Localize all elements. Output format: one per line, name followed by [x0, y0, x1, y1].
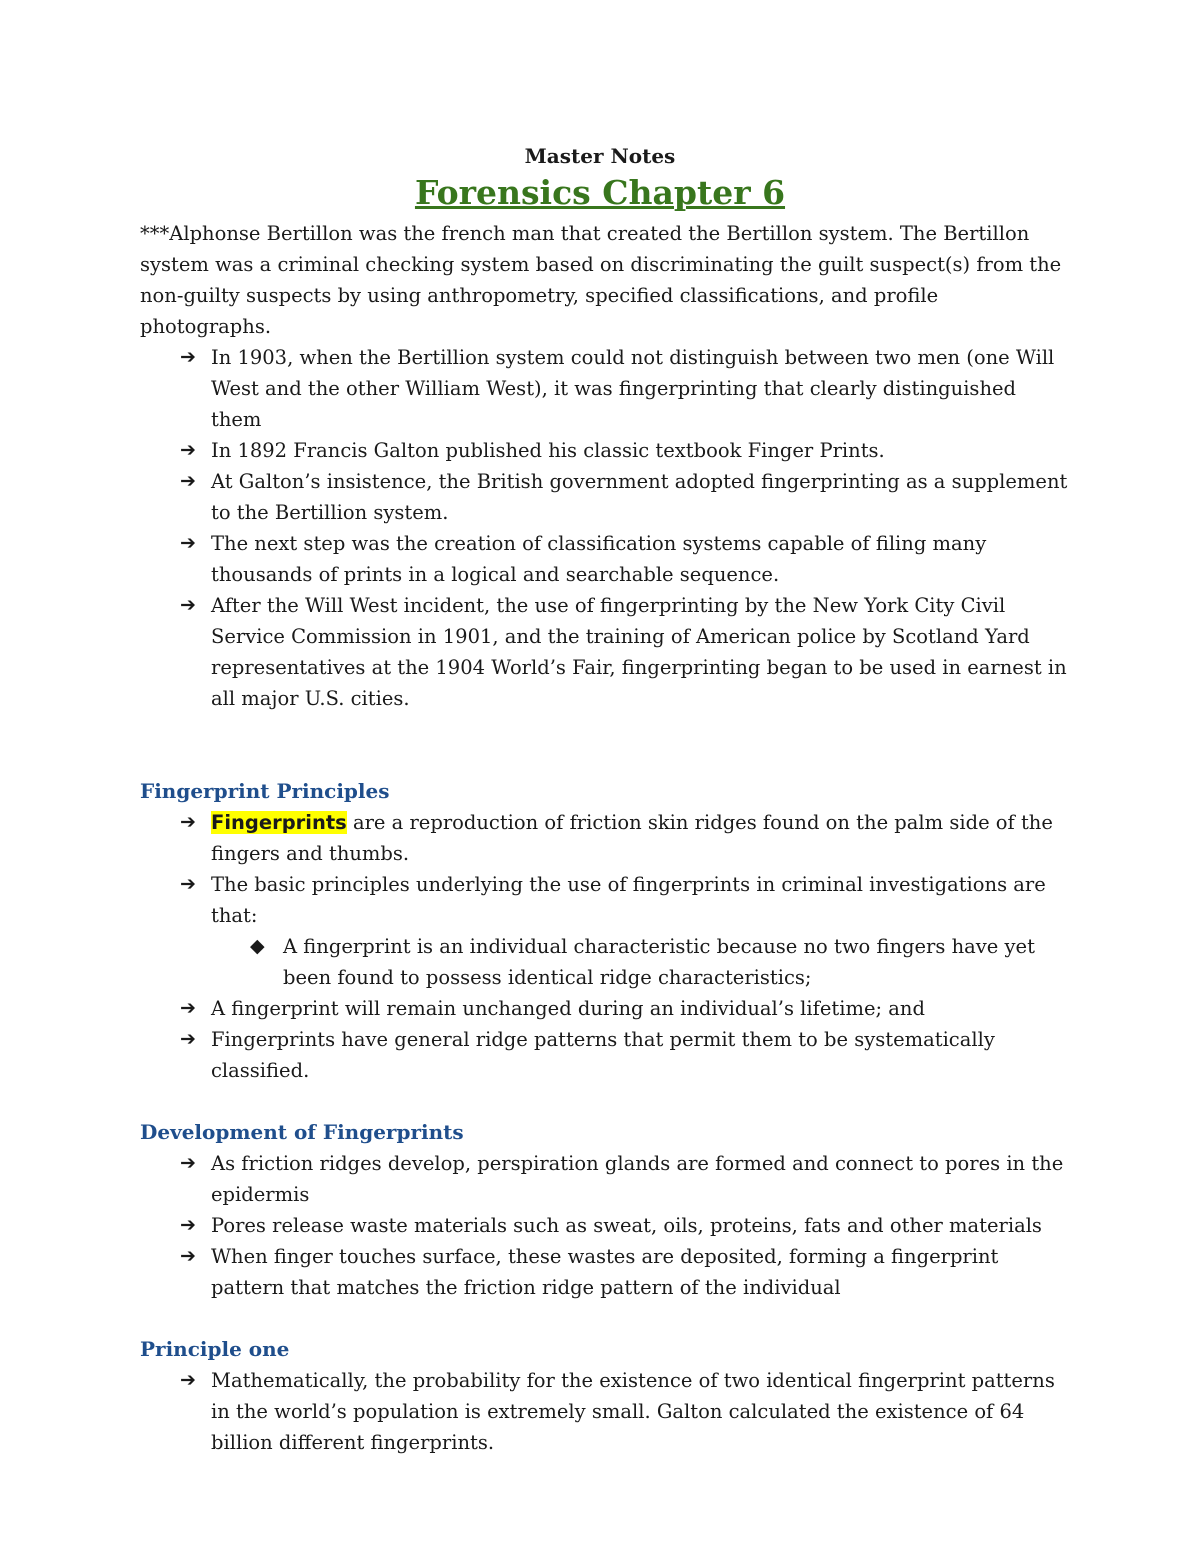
document-body	[140, 218, 1070, 1458]
arrow-bullet-icon: ➔	[180, 1245, 196, 1267]
list-item	[140, 807, 1070, 869]
arrow-bullet-icon: ➔	[180, 997, 196, 1019]
section-heading-principle-one: Principle one	[140, 1337, 290, 1361]
principles-bullet-list	[140, 807, 1070, 1086]
arrow-bullet-icon: ➔	[180, 346, 196, 368]
list-item	[140, 1210, 1070, 1241]
document-subtitle: Master Notes	[524, 144, 676, 168]
spacer	[140, 1086, 1070, 1117]
list-item	[140, 869, 1070, 993]
highlighted-term: Fingerprints	[211, 811, 347, 834]
arrow-bullet-icon: ➔	[180, 470, 196, 492]
spacer	[140, 1303, 1070, 1334]
list-item-text: In 1892 Francis Galton published his classic textbook Finger Prints.	[211, 439, 885, 462]
arrow-bullet-icon: ➔	[180, 1152, 196, 1174]
section-heading-fingerprint-principles: Fingerprint Principles	[140, 779, 390, 803]
arrow-bullet-icon: ➔	[180, 594, 196, 616]
list-item	[140, 590, 1070, 714]
list-item-text: In 1903, when the Bertillion system could not distinguish between two men (one Will West and the other William West), it was fingerprinting that clearly distinguished them	[211, 346, 1055, 431]
list-item	[140, 1148, 1070, 1210]
list-item-text: Fingerprints have general ridge patterns that permit them to be systematically classified.	[211, 1028, 995, 1082]
sub-list-item	[140, 931, 1070, 993]
principles-sub-list	[140, 931, 1070, 993]
list-item-text: After the Will West incident, the use of fingerprinting by the New York City Civil Service Commission in 1901, and the training of American police by Scotland Yard representatives at the 1904 World’s Fair, fingerprinting began to be used in earnest in all major U.S. cities.	[211, 594, 1067, 710]
arrow-bullet-icon: ➔	[180, 873, 196, 895]
arrow-bullet-icon: ➔	[180, 439, 196, 461]
diamond-bullet-icon: ◆	[250, 935, 265, 957]
development-bullet-list	[140, 1148, 1070, 1303]
spacer	[140, 714, 1070, 776]
arrow-bullet-icon: ➔	[180, 1028, 196, 1050]
intro-bullet-list	[140, 342, 1070, 714]
list-item-text: A fingerprint will remain unchanged during an individual’s lifetime; and	[211, 997, 925, 1020]
list-item-text: As friction ridges develop, perspiration glands are formed and connect to pores in the epidermis	[211, 1152, 1064, 1206]
arrow-bullet-icon: ➔	[180, 1214, 196, 1236]
arrow-bullet-icon: ➔	[180, 811, 196, 833]
list-item-text: are a reproduction of friction skin ridges found on the palm side of the fingers and thumbs.	[211, 811, 1053, 865]
sub-list-item-text: A fingerprint is an individual characteristic because no two fingers have yet been found to possess identical ridge characteristics;	[283, 935, 1035, 989]
list-item	[140, 1024, 1070, 1086]
list-item-text: The basic principles underlying the use of fingerprints in criminal investigations are that:	[211, 873, 1046, 927]
list-item	[140, 1241, 1070, 1303]
intro-paragraph: ***Alphonse Bertillon was the french man that created the Bertillon system. The Bertillon system was a criminal checking system based on discriminating the guilt suspect(s) from the non-guilty suspects by using anthropometry, specified classifications, and profile photographs.	[140, 222, 1062, 338]
list-item	[140, 993, 1070, 1024]
arrow-bullet-icon: ➔	[180, 1369, 196, 1391]
list-item-text: Pores release waste materials such as sweat, oils, proteins, fats and other materials	[211, 1214, 1042, 1237]
list-item-text: When finger touches surface, these wastes are deposited, forming a fingerprint pattern that matches the friction ridge pattern of the individual	[211, 1245, 999, 1299]
list-item	[140, 466, 1070, 528]
list-item-text: The next step was the creation of classification systems capable of filing many thousands of prints in a logical and searchable sequence.	[211, 532, 987, 586]
list-item	[140, 435, 1070, 466]
list-item	[140, 342, 1070, 435]
document-title: Forensics Chapter 6	[414, 173, 786, 212]
list-item	[140, 1365, 1070, 1458]
list-item	[140, 528, 1070, 590]
arrow-bullet-icon: ➔	[180, 532, 196, 554]
list-item-text: At Galton’s insistence, the British government adopted fingerprinting as a supplement to the Bertillion system.	[211, 470, 1068, 524]
list-item-text: Mathematically, the probability for the existence of two identical fingerprint patterns in the world’s population is extremely small. Galton calculated the existence of 64 billion different fingerprints.	[211, 1369, 1055, 1454]
principle-one-bullet-list	[140, 1365, 1070, 1458]
section-heading-development: Development of Fingerprints	[140, 1120, 464, 1144]
